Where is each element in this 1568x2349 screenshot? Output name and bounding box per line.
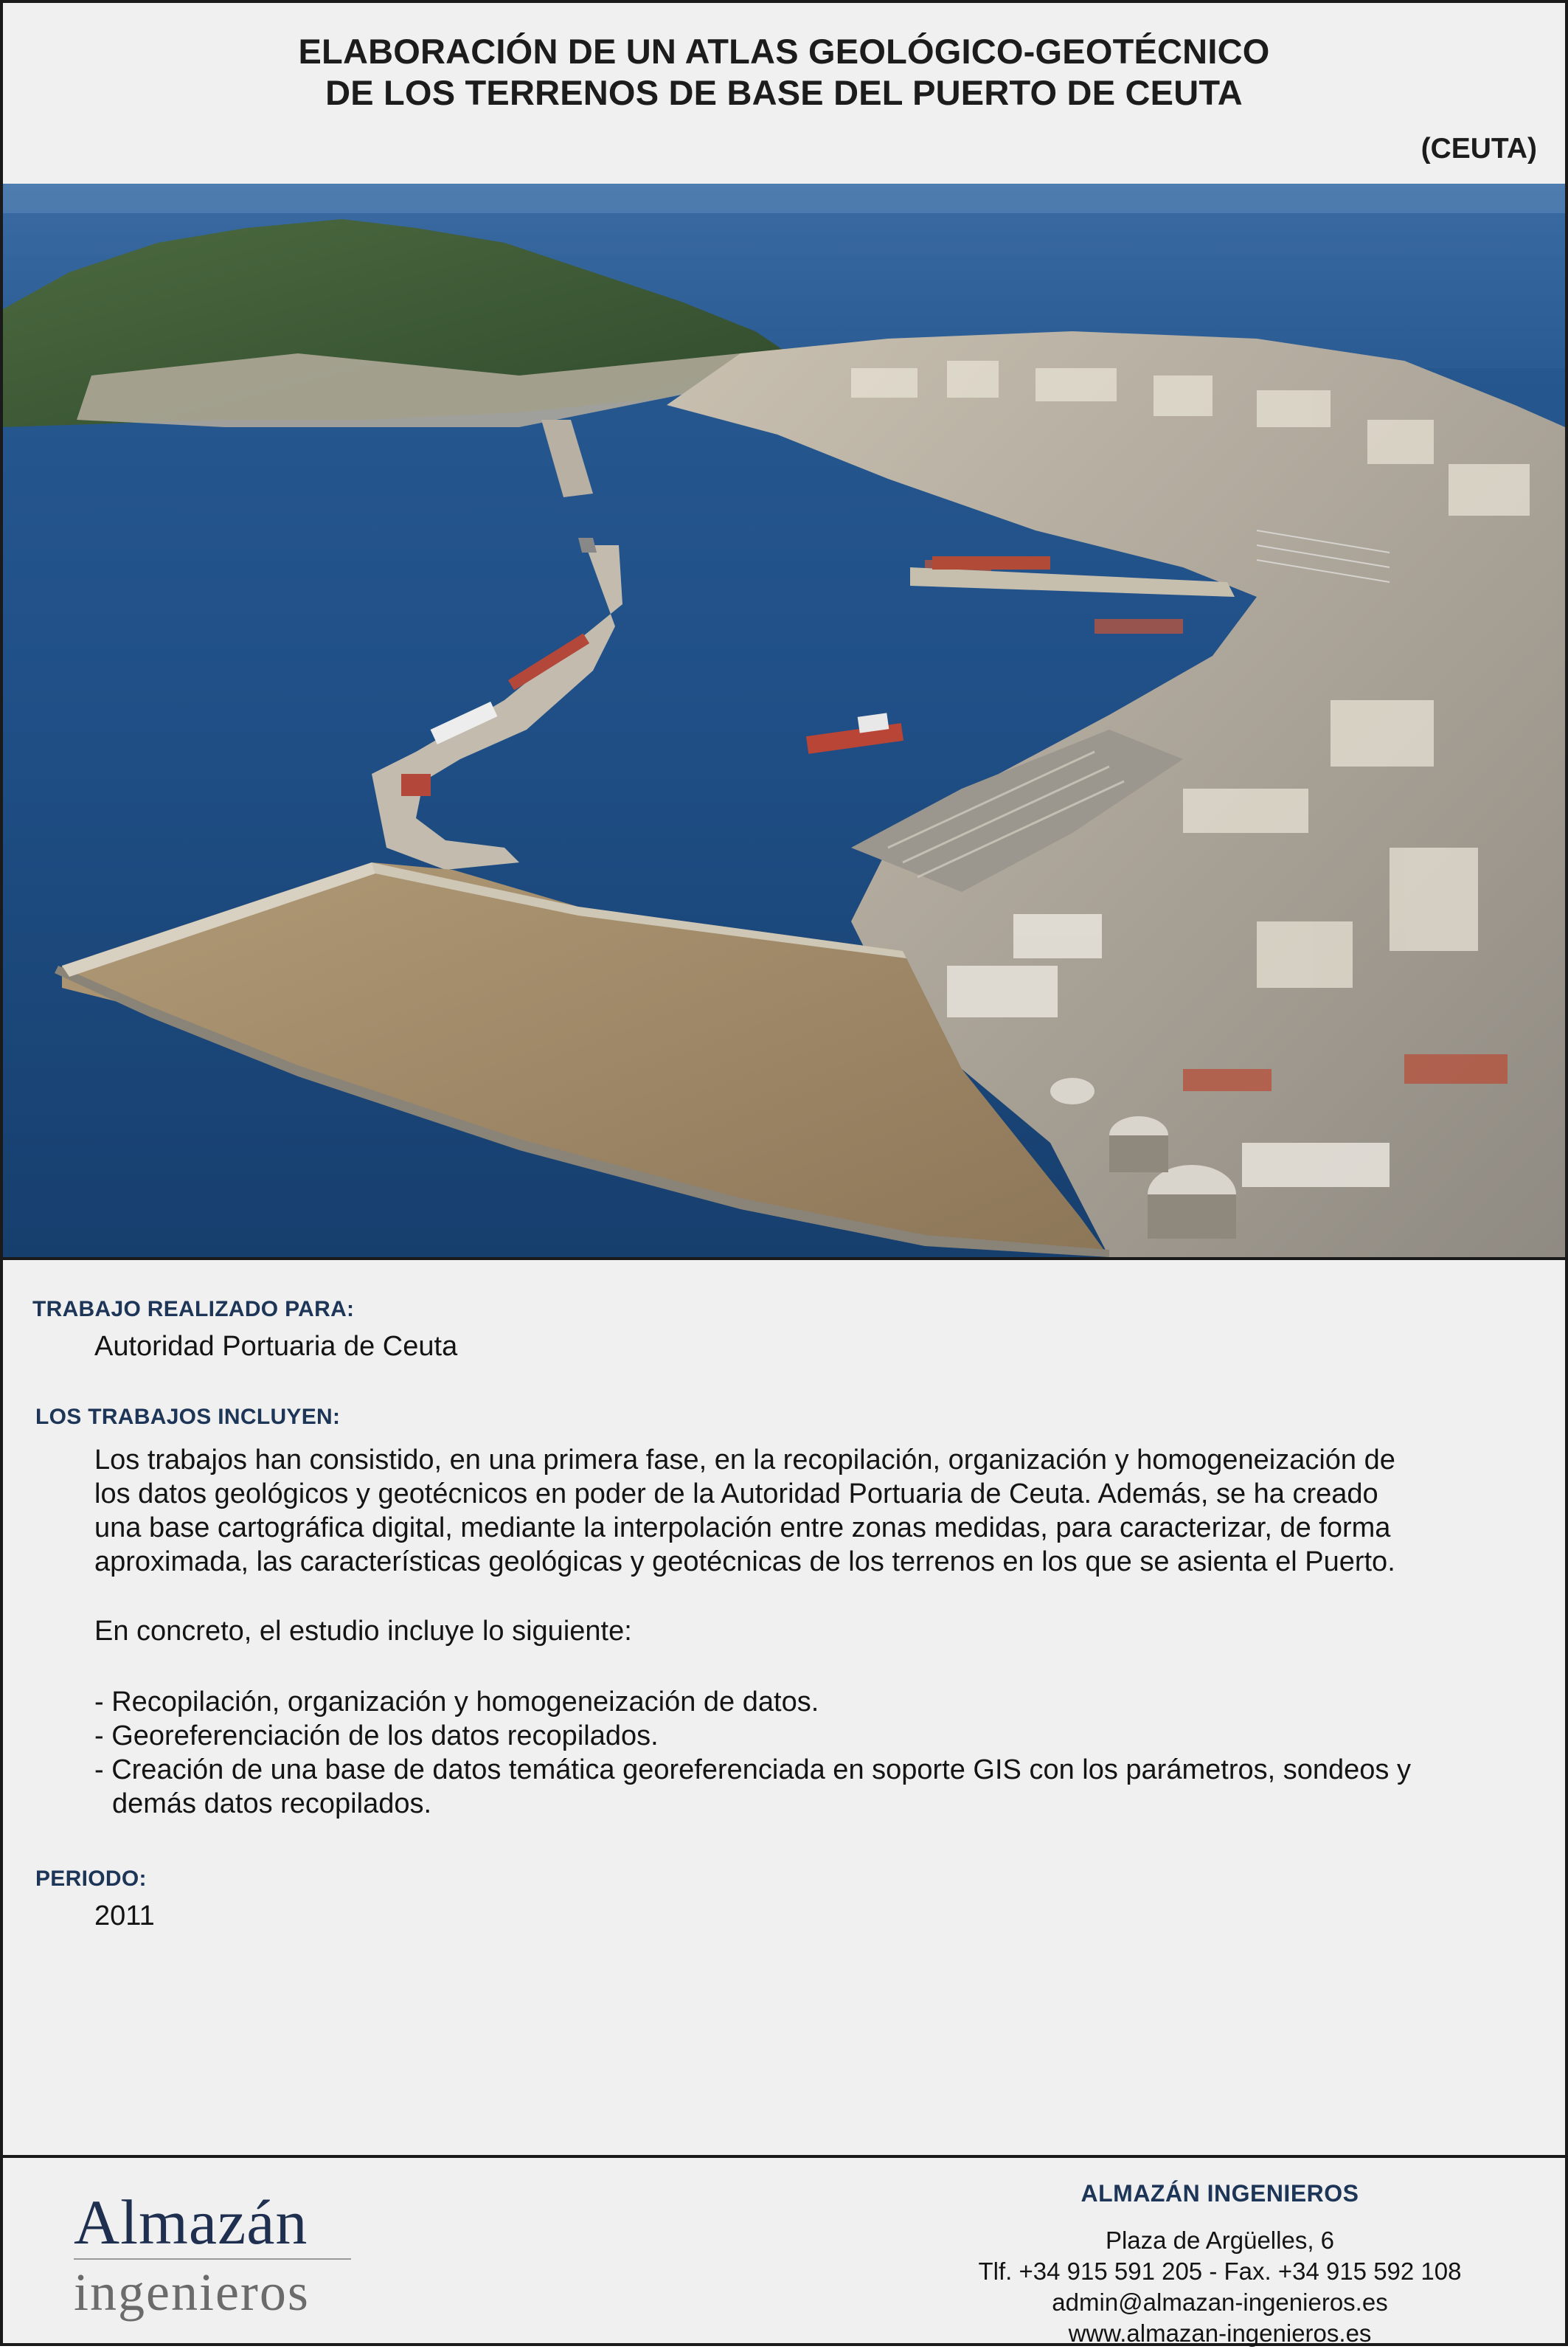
works-list xyxy=(94,1685,1411,1821)
list-item: - Creación de una base de datos temática georeferenciada en soporte GIS con los parámetros, sondeos y xyxy=(94,1754,1411,1785)
logo-bottom-text: ingenieros xyxy=(74,2263,310,2322)
location-label: (CEUTA) xyxy=(1420,133,1537,165)
contact-block xyxy=(925,2180,1515,2349)
page-title xyxy=(3,31,1565,114)
works-description xyxy=(94,1443,1395,1579)
works-line-1: Los trabajos han consistido, en una primera fase, en la recopilación, organización y homogeneización de xyxy=(94,1445,1395,1476)
port-aerial-photo xyxy=(3,184,1565,1260)
works-line-2: los datos geológicos y geotécnicos en poder de la Autoridad Portuaria de Ceuta. Además, se ha creado xyxy=(94,1478,1378,1509)
works-intro: En concreto, el estudio incluye lo siguiente: xyxy=(94,1616,632,1647)
logo-top-text: Almazán xyxy=(74,2187,308,2258)
client-name: Autoridad Portuaria de Ceuta xyxy=(94,1331,458,1362)
company-logo xyxy=(74,2189,354,2320)
address: Plaza de Argüelles, 6 xyxy=(1105,2227,1335,2254)
title-line-2: DE LOS TERRENOS DE BASE DEL PUERTO DE CEUTA xyxy=(325,73,1243,112)
list-item: - Georeferenciación de los datos recopilados. xyxy=(94,1720,659,1751)
footer xyxy=(3,2155,1565,2349)
works-heading: LOS TRABAJOS INCLUYEN: xyxy=(35,1405,341,1429)
website: www.almazan-ingenieros.es xyxy=(1068,2319,1372,2347)
works-line-3: una base cartográfica digital, mediante la interpolación entre zonas medidas, para caracterizar, de forma xyxy=(94,1512,1391,1543)
list-item: - Recopilación, organización y homogeneización de datos. xyxy=(94,1686,819,1717)
title-line-1: ELABORACIÓN DE UN ATLAS GEOLÓGICO-GEOTÉCNICO xyxy=(298,32,1270,71)
period-heading: PERIODO: xyxy=(35,1867,147,1891)
logo-divider xyxy=(74,2258,351,2260)
period-value: 2011 xyxy=(94,1900,155,1931)
phone-fax: Tlf. +34 915 591 205 - Fax. +34 915 592 108 xyxy=(978,2258,1462,2285)
port-aerial-illustration xyxy=(3,184,1565,1257)
works-line-4: aproximada, las características geológicas y geotécnicas de los terrenos en los que se asienta el Puerto. xyxy=(94,1546,1395,1577)
project-details xyxy=(3,1260,1565,2160)
email: admin@almazan-ingenieros.es xyxy=(1052,2289,1388,2316)
company-name: ALMAZÁN INGENIEROS xyxy=(1080,2180,1359,2207)
client-heading: TRABAJO REALIZADO PARA: xyxy=(32,1297,355,1321)
header xyxy=(3,3,1565,181)
list-item-continuation: demás datos recopilados. xyxy=(112,1788,432,1819)
